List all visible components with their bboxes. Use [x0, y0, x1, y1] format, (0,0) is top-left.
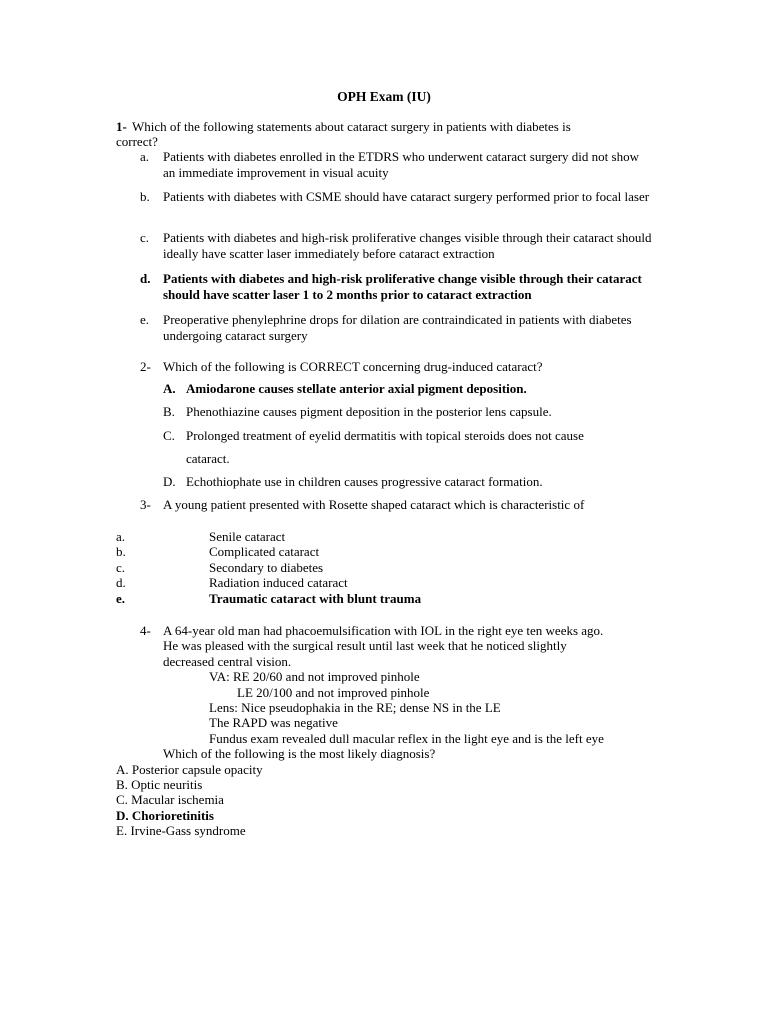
- q4-fundus: Fundus exam revealed dull macular reflex in the light eye and is the left eye: [209, 731, 604, 746]
- q1-option-text: Preoperative phenylephrine drops for dilation are contraindicated in patients with diabetes undergoing cataract surgery: [163, 312, 632, 343]
- q1-option-letter: b.: [140, 189, 150, 204]
- q2-option-letter: A.: [163, 381, 176, 396]
- q4-lens: Lens: Nice pseudophakia in the RE; dense NS in the LE: [209, 700, 501, 715]
- q4-question: Which of the following is the most likely diagnosis?: [163, 746, 436, 761]
- q4-option-d-answer: D. Chorioretinitis: [116, 808, 214, 823]
- q1-text-line2: correct?: [116, 134, 158, 149]
- q2-option-letter: D.: [163, 474, 176, 489]
- q2-number: 2-: [140, 359, 151, 374]
- q1-option-text: Patients with diabetes enrolled in the ETDRS who underwent cataract surgery did not show an immediate improvement in visual acuity: [163, 149, 639, 180]
- q2-option-text: cataract.: [186, 451, 230, 466]
- q4-option-b: B. Optic neuritis: [116, 777, 203, 792]
- q1-text-line1: Which of the following statements about cataract surgery in patients with diabetes is: [132, 119, 571, 134]
- q3-option-text-answer: Traumatic cataract with blunt trauma: [209, 591, 422, 606]
- q2-option-text: Amiodarone causes stellate anterior axial pigment deposition.: [186, 381, 527, 396]
- q3-option-letter-answer: e.: [116, 591, 126, 606]
- q1-option-letter: d.: [140, 271, 151, 286]
- page-title: OPH Exam (IU): [337, 89, 431, 104]
- q4-option-a: A. Posterior capsule opacity: [116, 762, 263, 777]
- q1-option-letter: e.: [140, 312, 150, 327]
- q1-number: 1-: [116, 119, 127, 134]
- q4-text-line: He was pleased with the surgical result until last week that he noticed slightly: [163, 638, 567, 653]
- q1-option-text: Patients with diabetes and high-risk proliferative change visible through their cataract should have scatter laser 1 to 2 months prior to cataract extraction: [163, 271, 642, 302]
- q4-text-line: decreased central vision.: [163, 654, 292, 669]
- q3-option-letter: b.: [116, 544, 126, 559]
- q2-option-text: Echothiophate use in children causes progressive cataract formation.: [186, 474, 543, 489]
- q3-option-text: Secondary to diabetes: [209, 560, 324, 575]
- q3-option-letter: c.: [116, 560, 126, 575]
- q3-number: 3-: [140, 497, 151, 512]
- q3-option-text: Complicated cataract: [209, 544, 320, 559]
- q3-option-text: Radiation induced cataract: [209, 575, 348, 590]
- q1-option-letter: c.: [140, 230, 150, 245]
- q2-text: Which of the following is CORRECT concerning drug-induced cataract?: [163, 359, 543, 374]
- q3-option-letter: d.: [116, 575, 126, 590]
- q3-text: A young patient presented with Rosette shaped cataract which is characteristic of: [163, 497, 585, 512]
- q2-option-text: Phenothiazine causes pigment deposition in the posterior lens capsule.: [186, 404, 552, 419]
- q2-option-letter: C.: [163, 428, 175, 443]
- q4-option-e: E. Irvine-Gass syndrome: [116, 823, 246, 838]
- q4-option-c: C. Macular ischemia: [116, 792, 224, 807]
- q4-va-left: LE 20/100 and not improved pinhole: [237, 685, 430, 700]
- q3-option-text: Senile cataract: [209, 529, 286, 544]
- q1-option-text: Patients with diabetes and high-risk proliferative changes visible through their cataract should ideally have scatter laser immediately before cataract extraction: [163, 230, 652, 261]
- q4-number: 4-: [140, 623, 151, 638]
- q1-option-text: Patients with diabetes with CSME should have cataract surgery performed prior to focal laser: [163, 189, 650, 204]
- q1-option-letter: a.: [140, 149, 150, 164]
- q4-va-right: VA: RE 20/60 and not improved pinhole: [209, 669, 420, 684]
- q4-rapd: The RAPD was negative: [209, 715, 338, 730]
- q4-text-line: A 64-year old man had phacoemulsification with IOL in the right eye ten weeks ago.: [163, 623, 604, 638]
- q3-option-letter: a.: [116, 529, 126, 544]
- q2-option-letter: B.: [163, 404, 175, 419]
- q2-option-text: Prolonged treatment of eyelid dermatitis with topical steroids does not cause: [186, 428, 584, 443]
